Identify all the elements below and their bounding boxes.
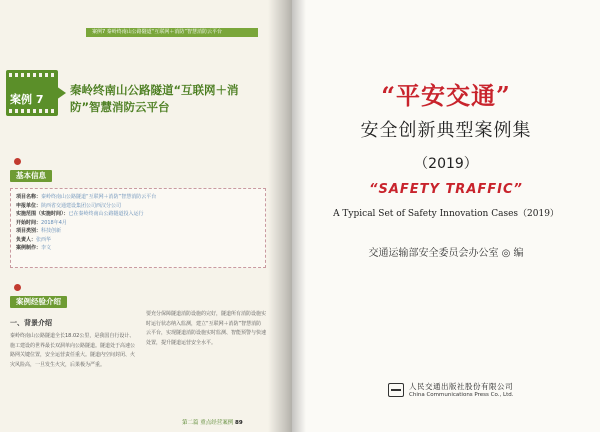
page-number: 89 — [235, 420, 243, 426]
info-row: 项目类别：科技创新 — [16, 228, 62, 234]
info-row: 实施范围（实施时间）：已在秦岭终南山公路隧道投入运行 — [16, 211, 144, 217]
play-arrow-icon — [56, 86, 66, 100]
info-row: 项目名称：秦岭终南山公路隧道“互联网＋消防”智慧消防云平台 — [16, 194, 157, 200]
cover-subtitle: 安全创新典型案例集 — [360, 120, 532, 141]
case-number: 案例 7 — [10, 93, 44, 106]
info-row: 案例制作：李文 — [16, 245, 52, 251]
cover-title: “平安交通” — [381, 81, 511, 110]
cover-subtitle-en: A Typical Set of Safety Innovation Cases（2019） — [333, 209, 559, 219]
body-text-right: 要充分保障隧道消防设施的完好，隧道所有消防设施实时运行状态纳入监测，建立“互联网＋消防”智慧消防云平台，实现隧道消防设施实时监测、智能预警与快速处置，提升隧道运营安全水平。 — [146, 311, 266, 346]
subheading: 一、背景介绍 — [10, 319, 52, 327]
section-basic-info: 基本信息 — [10, 170, 52, 182]
info-row: 开始时间：2018年4月 — [16, 219, 67, 226]
left-page — [0, 0, 292, 432]
editor-line: 交通运输部安全委员会办公室 ◎ 编 — [368, 248, 524, 259]
publisher-name-en: China Communications Press Co., Ltd. — [409, 392, 514, 398]
info-row: 申报单位：陕西省交通建设集团公司西汉分公司 — [16, 202, 122, 209]
cover-title-en: “SAFETY TRAFFIC” — [369, 182, 523, 197]
publisher-logo-icon — [388, 383, 404, 397]
case-title: 秦岭终南山公路隧道“互联网＋消防”智慧消防云平台 — [70, 83, 239, 114]
pin-icon — [14, 284, 21, 291]
publisher — [388, 381, 513, 398]
pin-icon — [14, 158, 21, 165]
running-header: 案例7 秦岭终南山公路隧道“互联网＋消防”智慧消防云平台 — [86, 28, 258, 37]
publisher-name-cn: 人民交通出版社股份有限公司 — [409, 382, 513, 391]
cover-year: （2019） — [414, 156, 478, 172]
info-row: 负责人：张西华 — [16, 236, 52, 243]
info-box — [10, 188, 266, 268]
body-text-left: 秦岭终南山公路隧道全长18.02公里，是我国自行设计、施工建设的世界最长双洞单向公路隧道。隧道处于高速公路网关键位置，安全运营责任重大。隧道内空间封闭、火灾风险高，一旦发生火灾，后果极为严重。 — [10, 333, 136, 368]
page-footer: 第二篇 重点经营案例 89 — [182, 420, 243, 426]
section-case-intro: 案例经验介绍 — [10, 296, 67, 308]
